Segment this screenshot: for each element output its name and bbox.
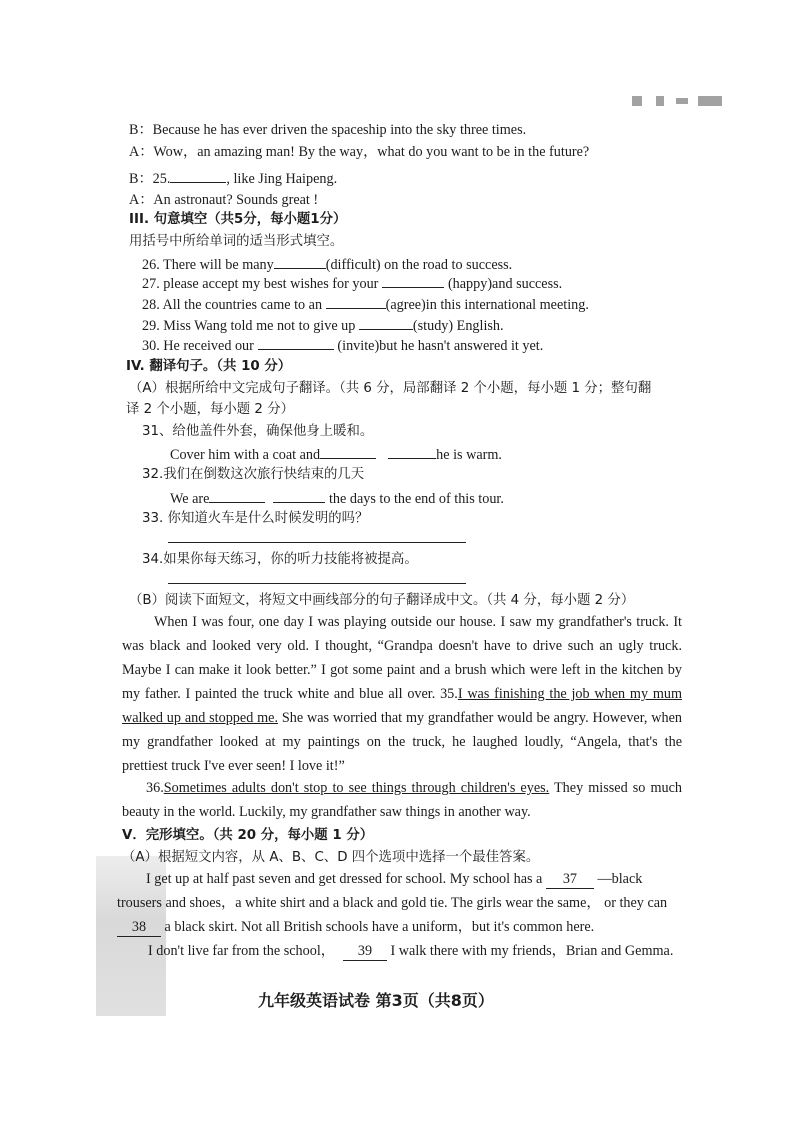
cloze-blank-39[interactable]: 39 <box>343 942 387 961</box>
page-footer: 九年级英语试卷 第3页（共8页） <box>258 991 494 1010</box>
cloze-line-2: trousers and shoes，a white shirt and a black and gold tie. The girls wear the same， or they can <box>117 895 668 911</box>
question-27: 27. please accept my best wishes for your (happy)and success. <box>142 273 562 293</box>
answer-blank-32b[interactable] <box>273 488 325 503</box>
section-4b-instruction: （B）阅读下面短文，将短文中画线部分的句子翻译成中文。（共 4 分，每小题 2 分） <box>129 593 635 608</box>
answer-blank-32a[interactable] <box>209 488 265 503</box>
question-33-chinese: 33. 你知道火车是什么时候发明的吗？ <box>142 511 369 526</box>
answer-blank-27[interactable] <box>382 273 444 288</box>
cloze-line-4: I don't live far from the school， 39 I walk there with my friends，Brian and Gemma. <box>148 943 674 959</box>
question-31-english: Cover him with a coat and he is warm. <box>170 444 502 464</box>
dialogue-b2 <box>129 168 337 188</box>
question-30: 30. He received our (invite)but he hasn't answered it yet. <box>142 335 543 355</box>
question-34-chinese: 34.如果你每天练习，你的听力技能将被提高。 <box>142 552 418 567</box>
dialogue-a1: A：Wow，an amazing man! By the way，what do you want to be in the future? <box>129 144 590 160</box>
dialogue-b1: B：Because he has ever driven the spaceship into the sky three times. <box>129 122 527 138</box>
scan-artifact <box>632 96 724 108</box>
section-5a-instruction: （A）根据短文内容，从 A、B、C、D 四个选项中选择一个最佳答案。 <box>122 850 540 865</box>
section-3-title: III. 句意填空（共5分，每小题1分） <box>129 212 347 227</box>
answer-line-33[interactable] <box>168 542 466 543</box>
underlined-sentence-35: I was finishing the job when my mum walked up and stopped me. <box>122 686 682 726</box>
question-32-chinese: 32.我们在倒数这次旅行快结束的几天 <box>142 467 365 482</box>
answer-blank-28[interactable] <box>326 294 386 309</box>
section-4a-instruction-2: 译 2 个小题，每小题 2 分） <box>126 402 294 417</box>
answer-blank-26[interactable] <box>274 254 326 269</box>
question-28: 28. All the countries came to an (agree)in this international meeting. <box>142 294 589 314</box>
section-4-title: IV. 翻译句子。（共 10 分） <box>126 359 292 374</box>
question-31-chinese: 31、给他盖件外套，确保他身上暖和。 <box>142 424 374 439</box>
question-26: 26. There will be many (difficult) on the road to success. <box>142 254 512 274</box>
reading-passage-paragraph-1: When I was four, one day I was playing outside our house. I saw my grandfather's truck. It was black and looked very old. I thought, “Grandpa doesn't have to drive such an ugly truck. Maybe I can make it look better.” I got some paint and a brush which were left in the kitchen by my father. I painted the truck white and blue all over. 35.I was finishing the job when my mum walked up and stopped me. She was worried that my grandfather would be angry. However, when my grandfather looked at my paintings on the truck, he laughed loudly, “Angela, that's the prettiest truck I've ever seen! I love it!” <box>122 614 682 774</box>
question-29: 29. Miss Wang told me not to give up (study) English. <box>142 315 504 335</box>
answer-blank-30[interactable] <box>258 335 334 350</box>
cloze-line-1: I get up at half past seven and get dressed for school. My school has a 37 —black <box>146 871 643 887</box>
section-5-title: V．完形填空。（共 20 分，每小题 1 分） <box>122 828 374 843</box>
cloze-blank-38[interactable]: 38 <box>117 918 161 937</box>
answer-blank-31a[interactable] <box>320 444 376 459</box>
answer-blank-25[interactable] <box>170 168 226 183</box>
reading-passage-paragraph-2: 36.Sometimes adults don't stop to see things through children's eyes. They missed so much beauty in the world. Luckily, my grandfather saw things in another way. <box>122 780 682 820</box>
dialogue-a2: A：An astronaut? Sounds great ! <box>129 192 319 208</box>
section-3-instruction: 用括号中所给单词的适当形式填空。 <box>129 234 344 249</box>
question-32-english: We are the days to the end of this tour. <box>170 488 504 508</box>
cloze-line-3: 38 a black skirt. Not all British schools have a uniform，but it's common here. <box>117 918 594 937</box>
question-25-text: , like Jing Haipeng. <box>226 171 338 187</box>
question-25-number: B：25. <box>129 171 171 187</box>
answer-blank-31b[interactable] <box>388 444 436 459</box>
section-4a-instruction-1: （A）根据所给中文完成句子翻译。（共 6 分，局部翻译 2 个小题，每小题 1 分；整句翻 <box>129 381 652 396</box>
cloze-blank-37[interactable]: 37 <box>546 870 594 889</box>
underlined-sentence-36: Sometimes adults don't stop to see things through children's eyes. <box>163 780 550 796</box>
answer-line-34[interactable] <box>168 583 466 584</box>
answer-blank-29[interactable] <box>359 315 413 330</box>
